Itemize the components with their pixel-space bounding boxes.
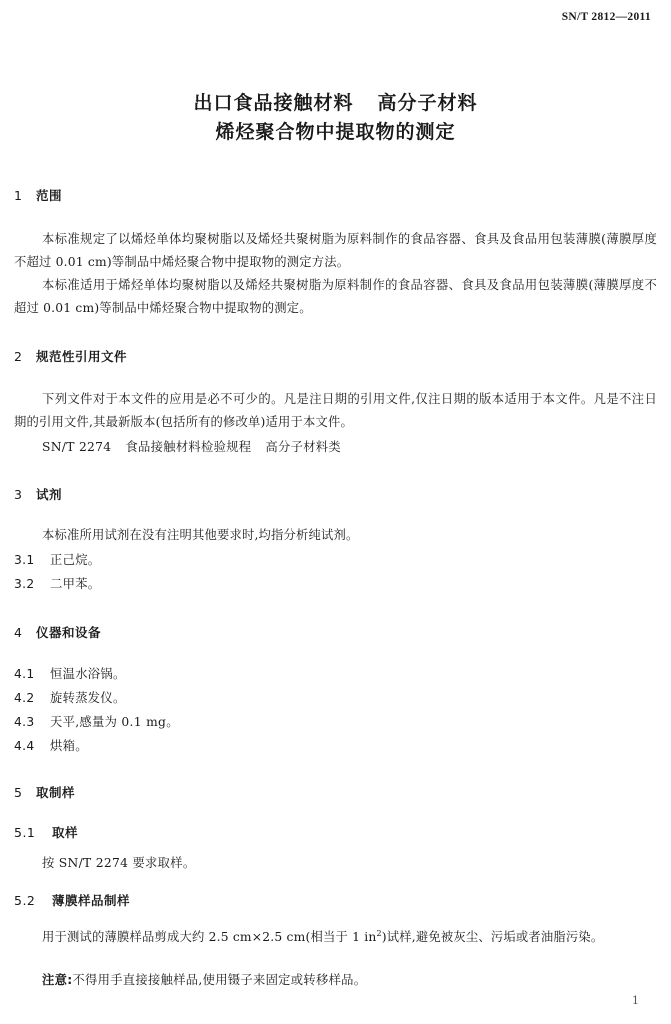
section-5-1-heading xyxy=(14,823,78,841)
note-label: 注意: xyxy=(42,973,73,987)
standard-code: SN/T 2812—2011 xyxy=(561,11,651,23)
item-number: 4.1 xyxy=(14,667,35,681)
section-title: 薄膜样品制样 xyxy=(52,893,131,908)
section-2-paragraph-1: 下列文件对于本文件的应用是必不可少的。凡是注日期的引用文件,仅注日期的版本适用于本文件。凡是不注日期的引用文件,其最新版本(包括所有的修改单)适用于本文件。 xyxy=(14,392,657,429)
section-1-paragraph-2: 本标准适用于烯烃单体均聚树脂以及烯烃共聚树脂为原料制作的食品容器、食具及食品用包装薄膜(薄膜厚度不超过 0.01 cm)等制品中烯烃聚合物中提取物的测定。 xyxy=(14,278,657,315)
list-item xyxy=(14,664,126,684)
reference-title-b: 高分子材料类 xyxy=(265,440,342,454)
item-number: 3.1 xyxy=(14,553,35,567)
section-5-2-paragraph xyxy=(14,922,657,949)
section-number: 5.1 xyxy=(14,825,36,840)
list-item xyxy=(14,688,126,708)
title-part2: 高分子材料 xyxy=(377,92,478,114)
item-number: 4.2 xyxy=(14,691,35,705)
section-1-heading xyxy=(14,186,62,204)
section-number: 4 xyxy=(14,625,23,640)
list-item xyxy=(14,550,100,570)
reference-code: SN/T 2274 xyxy=(42,440,112,454)
item-number: 4.4 xyxy=(14,739,35,753)
document-title-line1 xyxy=(0,88,671,115)
section-2-heading xyxy=(14,347,127,365)
section-5-1-text: 按 SN/T 2274 要求取样。 xyxy=(42,856,196,870)
section-5-heading xyxy=(14,783,75,801)
section-3-heading xyxy=(14,485,62,503)
title-part1: 出口食品接触材料 xyxy=(193,92,354,114)
section-title: 取制样 xyxy=(36,785,76,800)
normative-reference xyxy=(42,437,341,457)
item-text: 天平,感量为 0.1 mg。 xyxy=(50,715,179,729)
paragraph-text-b: )试样,避免被灰尘、污垢或者油脂污染。 xyxy=(381,930,604,945)
item-text: 烘箱。 xyxy=(50,739,88,753)
section-number: 3 xyxy=(14,487,23,502)
section-number: 1 xyxy=(14,188,23,203)
list-item xyxy=(14,574,100,594)
section-5-2-heading xyxy=(14,891,130,909)
section-title: 范围 xyxy=(36,188,63,203)
list-item xyxy=(14,712,179,732)
section-number: 2 xyxy=(14,349,23,364)
document-title-line2: 烯烃聚合物中提取物的测定 xyxy=(215,121,456,143)
section-4-heading xyxy=(14,623,101,641)
section-number: 5.2 xyxy=(14,893,36,908)
note-text: 不得用手直接接触样品,使用镊子来固定或转移样品。 xyxy=(72,973,367,987)
item-text: 二甲苯。 xyxy=(50,577,101,591)
item-text: 恒温水浴锅。 xyxy=(50,667,126,681)
section-title: 规范性引用文件 xyxy=(36,349,128,364)
section-3-paragraph-1: 本标准所用试剂在没有注明其他要求时,均指分析纯试剂。 xyxy=(42,528,359,542)
section-title: 仪器和设备 xyxy=(36,625,102,640)
item-number: 3.2 xyxy=(14,577,35,591)
section-title: 试剂 xyxy=(36,487,63,502)
section-1-paragraph-1: 本标准规定了以烯烃单体均聚树脂以及烯烃共聚树脂为原料制作的食品容器、食具及食品用包装薄膜(薄膜厚度不超过 0.01 cm)等制品中烯烃聚合物中提取物的测定方法。 xyxy=(14,232,657,269)
reference-title-a: 食品接触材料检验规程 xyxy=(125,440,252,454)
section-number: 5 xyxy=(14,785,23,800)
note xyxy=(42,970,366,990)
section-title: 取样 xyxy=(52,825,79,840)
list-item xyxy=(14,736,88,756)
page-number: 1 xyxy=(632,994,639,1007)
superscript: 2 xyxy=(376,929,382,938)
item-text: 旋转蒸发仪。 xyxy=(50,691,126,705)
paragraph-text-a: 用于测试的薄膜样品剪成大约 2.5 cm×2.5 cm(相当于 1 in xyxy=(42,930,377,945)
item-text: 正己烷。 xyxy=(50,553,101,567)
item-number: 4.3 xyxy=(14,715,35,729)
